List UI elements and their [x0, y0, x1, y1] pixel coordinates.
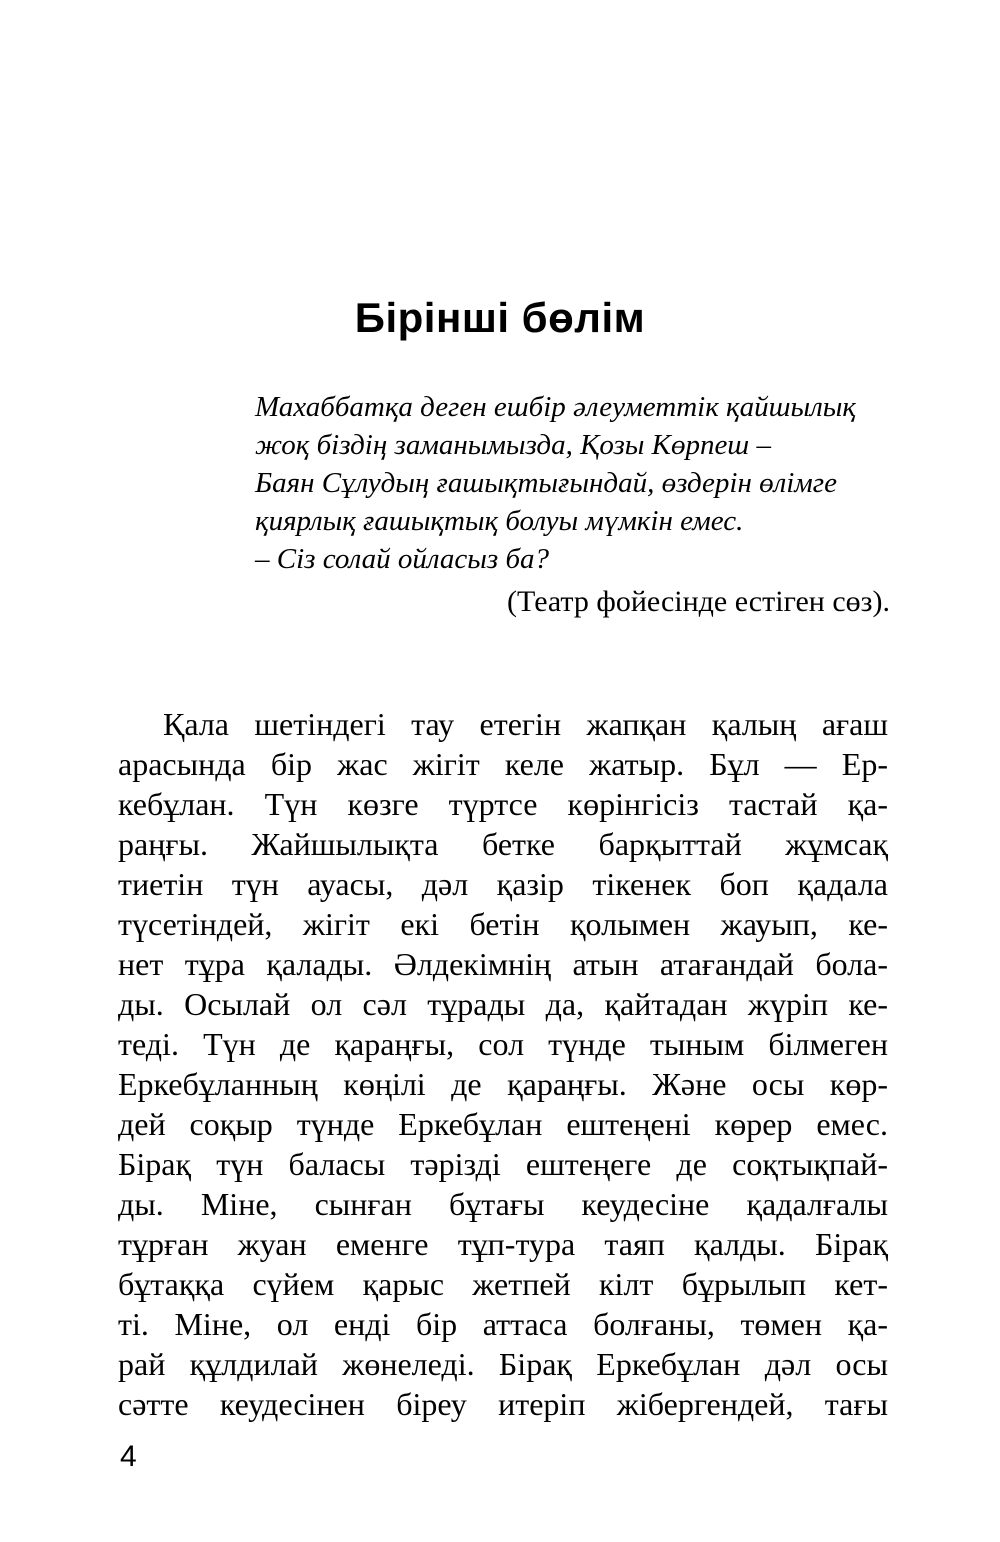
- chapter-title: Бірінші бөлім: [354, 294, 646, 342]
- page-number: 4: [120, 1440, 137, 1473]
- epigraph-line: – Сіз солай ойласыз ба?: [255, 543, 550, 575]
- epigraph-line: Махаббатқа деген ешбір әлеуметтік қайшылық: [255, 391, 856, 423]
- epigraph-attribution: (Театр фойесінде естіген сөз).: [507, 585, 890, 618]
- body-line: раңғы. Жайшылықта бетке барқыттай жұмсақ: [118, 826, 888, 862]
- body-line: ті. Міне, ол енді бір аттаса болғаны, төмен қа-: [118, 1306, 888, 1342]
- body-line: теді. Түн де қараңғы, сол түнде тыным білмеген: [118, 1026, 888, 1062]
- body-line: тиетін түн ауасы, дәл қазір тікенек боп қадала: [118, 866, 888, 902]
- epigraph-line: Баян Сұлудың ғашықтығындай, өздерін өлімге: [255, 467, 837, 499]
- body-line: кебұлан. Түн көзге түртсе көрінгісіз тастай қа-: [118, 786, 888, 822]
- epigraph-line: қиярлық ғашықтық болуы мүмкін емес.: [255, 505, 744, 537]
- body-line: рай құлдилай жөнеледі. Бірақ Еркебұлан дәл осы: [118, 1346, 888, 1382]
- body-line: ды. Міне, сынған бұтағы кеудесіне қадалғалы: [118, 1186, 888, 1222]
- body-line: Қала шетіндегі тау етегін жапқан қалың ағаш: [163, 706, 888, 742]
- body-line: бұтаққа сүйем қарыс жетпей кілт бұрылып кет-: [118, 1266, 888, 1302]
- body-line: Еркебұланның көңілі де қараңғы. Және осы көр-: [118, 1066, 888, 1102]
- epigraph: [255, 388, 895, 578]
- epigraph-line: жоқ біздің заманымызда, Қозы Көрпеш –: [255, 429, 771, 461]
- body-line: түсетіндей, жігіт екі бетін қолымен жауып, ке-: [118, 906, 888, 942]
- body-line: Бірақ түн баласы тәрізді ештеңеге де соқтықпай-: [118, 1146, 888, 1182]
- body-line: дей соқыр түнде Еркебұлан ештеңені көрер емес.: [118, 1106, 888, 1142]
- body-line: сәтте кеудесінен біреу итеріп жібергендей, тағы: [118, 1386, 888, 1422]
- body-line: нет тұра қалады. Әлдекімнің атын атағандай бола-: [118, 946, 888, 982]
- body-line: тұрған жуан еменге тұп-тура таяп қалды. Бірақ: [118, 1226, 888, 1262]
- body-line: арасында бір жас жігіт келе жатыр. Бұл — Ер-: [118, 746, 888, 782]
- body-line: ды. Осылай ол сәл тұрады да, қайтадан жүріп ке-: [118, 986, 888, 1022]
- body-text: [118, 704, 888, 1424]
